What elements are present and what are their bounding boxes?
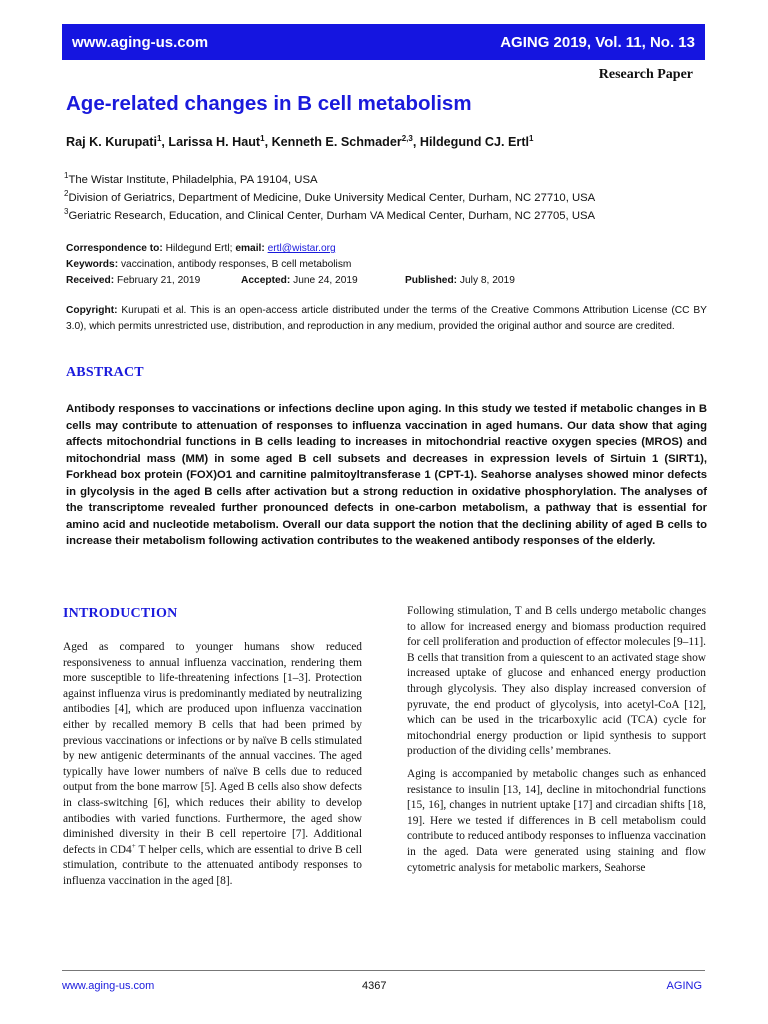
affiliation-marker: 3 — [64, 207, 69, 217]
intro-paragraph-text: T helper cells, which are essential to drive B cell stimulation, contribute to the attenuated antibody responses to influenza vaccination in the aged [8]. — [63, 843, 362, 887]
accepted-label: Accepted: — [241, 275, 291, 286]
correspondence-label: Correspondence to: — [66, 243, 163, 254]
author-affiliation-marker: 1 — [260, 133, 265, 143]
page-number: 4367 — [362, 980, 387, 992]
correspondence-name: Hildegund Ertl; — [165, 243, 233, 254]
journal-website-link[interactable]: www.aging-us.com — [72, 33, 209, 51]
published-date — [405, 273, 515, 289]
keywords-label: Keywords: — [66, 259, 119, 270]
intro-paragraph: Following stimulation, T and B cells undergo metabolic changes to allow for increased energy and biomass production required for cell proliferation and production of effector molecules [9–11]. B cells that transition from a quiescent to an activated stage show increased uptake of glucose and enhanced energy production through glycolysis. They also display increased conversion of pyruvate, the end product of glycolysis, into acetyl-CoA [12], which can be used in the tricarboxylic acid (TCA) cycle for mitochondrial energy production or lipid synthesis to support production of the dividing cells’ membranes. — [407, 605, 706, 758]
abstract-text: Antibody responses to vaccinations or infections decline upon aging. In this study we tested if metabolic changes in B cells may contribute to attenuation of responses to influenza vaccination in aged humans. Our data show that aging affects mitochondrial functions in B cells leading to increases in mitochondrial reactive oxygen species (MROS) and mitochondrial mass (MM) in some aged B cell subsets and decreases in expression levels of Sirtuin 1 (SIRT1), Forkhead box protein (FOX)O1 and carnitine palmitoyltransferase 1 (CPT-1). Seahorse analyses showed minor defects in glycolysis in the aged B cells after activation but a strong reduction in oxidative phosphorylation. The analyses of the transcriptome revealed further pronounced defects in one-carbon metabolism, a pathway that is essential for amino acid and nucleotide metabolism. Overall our data support the notion that the declining ability of aged B cells to increase their metabolism following activation contributes to the weakened antibody responses of the elderly. — [66, 403, 707, 547]
superscript: + — [131, 841, 136, 850]
copyright-notice — [66, 303, 707, 335]
copyright-text: Kurupati et al. This is an open-access article distributed under the terms of the Creative Commons Attribution License (CC BY 3.0), which permits unrestricted use, distribution, and reproduction in any medium, provided the original author and source are credited. — [66, 305, 707, 332]
intro-paragraph: Aging is accompanied by metabolic changes such as enhanced resistance to insulin [13, 14], decline in mitochondrial functions [15, 16], changes in nutrient uptake [17] and circadian shifts [18, 19]. Here we tested if differences in B cell metabolism could contribute to reduced antibody responses to influenza vaccination in the aged. Data were generated using staining and flow cytometric analysis for metabolic markers, Seahorse — [407, 767, 706, 874]
author-list: Raj K. Kurupati$^1$, Larissa H. Haut$^1$, Kenneth E. Schmader$^{2,3}$, Hildegund CJ. Ertl$^1$ — [66, 133, 534, 149]
received-label: Received: — [66, 275, 115, 286]
abstract-heading: ABSTRACT — [66, 365, 144, 380]
dates-line — [66, 273, 706, 289]
author-affiliation-marker: 1 — [529, 133, 534, 143]
accepted-value: June 24, 2019 — [293, 275, 358, 286]
published-label: Published: — [405, 275, 458, 286]
footer-website-link[interactable]: www.aging-us.com — [62, 980, 155, 992]
correspondence-line — [66, 241, 706, 257]
published-value: July 8, 2019 — [459, 275, 515, 286]
introduction-heading: INTRODUCTION — [63, 606, 178, 621]
affiliation-marker: 2 — [64, 189, 69, 199]
journal-banner — [62, 24, 705, 60]
keywords-text: vaccination, antibody responses, B cell metabolism — [120, 259, 352, 270]
email-label: email: — [235, 243, 265, 254]
footer-journal-name: AGING — [666, 980, 702, 992]
affiliation — [64, 171, 595, 189]
author-affiliation-marker: 1 — [156, 133, 162, 143]
author-affiliation-marker: 2,3 — [401, 133, 413, 143]
affiliation-text: Division of Geriatrics, Department of Medicine, Duke University Medical Center, Durham, NC 27710, USA — [68, 192, 596, 204]
affiliation-marker: 1 — [64, 171, 69, 181]
author-name: Kenneth E. Schmader — [271, 135, 402, 149]
author-name: Raj K. Kurupati — [66, 135, 157, 149]
affiliation-text: Geriatric Research, Education, and Clinical Center, Durham VA Medical Center, Durham, NC 27705, USA — [68, 210, 596, 222]
intro-paragraph — [63, 640, 362, 890]
intro-paragraph-text: Aged as compared to younger humans show reduced responsiveness to annual influenza vaccination, rendering them more susceptible to life-threatening infections [1–3]. Protection against influenza virus is predominantly mediated by neutralizing antibodies [4], which are produced upon influenza vaccination either by recalled memory B cells that had been primed by previous vaccinations or infections or by naïve B cells stimulated by new antigenic determinants of the annual vaccines. The aged typically have lower numbers of naïve B cells due to reduced output from the bone marrow [5]. Aged B cells also show defects in class-switching [6], which reduces their ability to develop antibodies with varied functions. Furthermore, the aged show diminished diversity in their B cell repertoire [7]. Additional defects in CD4 — [63, 641, 362, 856]
received-value: February 21, 2019 — [116, 275, 201, 286]
article-metadata — [66, 241, 706, 289]
author-name: Hildegund CJ. Ertl — [419, 135, 530, 149]
received-date — [66, 273, 241, 289]
article-title: Age-related changes in B cell metabolism — [66, 92, 472, 115]
affiliation — [64, 207, 595, 225]
journal-reference: AGING 2019, Vol. 11, No. 13 — [500, 33, 695, 51]
copyright-label: Copyright: — [66, 305, 118, 316]
paper-type-label: Research Paper — [598, 67, 693, 82]
accepted-date — [241, 273, 405, 289]
left-column — [63, 640, 362, 897]
affiliation — [64, 189, 595, 207]
author-name: Larissa H. Haut — [168, 135, 261, 149]
affiliation-text: The Wistar Institute, Philadelphia, PA 19104, USA — [68, 174, 318, 186]
right-column — [407, 604, 706, 883]
keywords-line — [66, 257, 706, 273]
email-link[interactable]: ertl@wistar.org — [267, 243, 336, 254]
footer-divider — [62, 970, 705, 971]
affiliation-list — [64, 171, 595, 225]
